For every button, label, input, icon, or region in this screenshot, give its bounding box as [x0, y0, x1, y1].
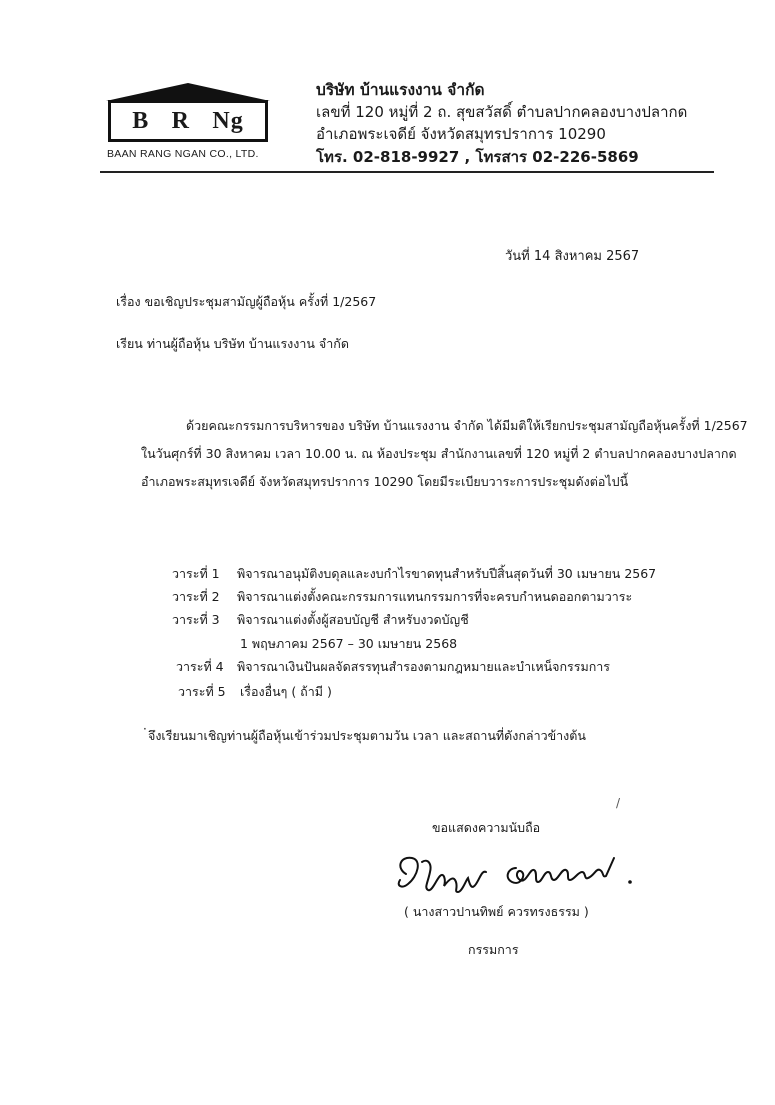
logo-letter-ng: Ng: [212, 107, 244, 134]
agenda-label-4: วาระที่ 4: [176, 659, 224, 674]
logo-letter-b: B: [132, 107, 150, 134]
agenda-label-1: วาระที่ 1: [172, 566, 220, 581]
letter-recipient: เรียน ท่านผู้ถือหุ้น บริษัท บ้านแรงงาน จำกัด: [116, 336, 349, 351]
closing-statement: จึงเรียนมาเชิญท่านผู้ถือหุ้นเข้าร่วมประชุมตามวัน เวลา และสถานที่ดังกล่าวข้างต้น: [148, 728, 586, 743]
agenda-label-2: วาระที่ 2: [172, 589, 220, 604]
agenda-label-5: วาระที่ 5: [178, 684, 226, 699]
company-name: บริษัท บ้านแรงงาน จำกัด: [316, 81, 485, 99]
agenda-text-3: พิจารณาแต่งตั้งผู้สอบบัญชี สำหรับงวดบัญชี: [237, 612, 469, 627]
logo-letter-r: R: [171, 107, 190, 134]
logo-english-name: BAAN RANG NGAN CO., LTD.: [107, 148, 259, 160]
body-line-3: อำเภอพระสมุทรเจดีย์ จังหวัดสมุทรปราการ 10290 โดยมีระเบียบวาระการประชุมดังต่อไปนี้: [141, 474, 629, 489]
signer-name: ( นางสาวปานทิพย์ ควรทรงธรรม ): [404, 904, 589, 919]
signer-position: กรรมการ: [468, 942, 519, 957]
company-logo: [108, 100, 268, 142]
closing-mark: ·: [143, 722, 147, 736]
letter-subject: เรื่อง ขอเชิญประชุมสามัญผู้ถือหุ้น ครั้งที่ 1/2567: [116, 294, 377, 309]
letterhead-divider: [100, 171, 714, 173]
body-line-2: ในวันศุกร์ที่ 30 สิงหาคม เวลา 10.00 น. ณ ห้องประชุม สำนักงานเลขที่ 120 หมู่ที่ 2 ตำบลปากคลองบางปลากด: [141, 446, 737, 461]
address-line-1: เลขที่ 120 หมู่ที่ 2 ถ. สุขสวัสดิ์ ตำบลปากคลองบางปลากด: [316, 103, 688, 121]
regards: ขอแสดงความนับถือ: [432, 820, 541, 835]
agenda-text-3-continuation: 1 พฤษภาคม 2567 – 30 เมษายน 2568: [240, 636, 458, 651]
body-line-1: ด้วยคณะกรรมการบริหารของ บริษัท บ้านแรงงาน จำกัด ได้มีมติให้เรียกประชุมสามัญถือหุ้นครั้งที่ 1/2567: [186, 418, 748, 433]
agenda-label-3: วาระที่ 3: [172, 612, 220, 627]
stray-mark: /: [616, 796, 621, 810]
agenda-text-4: พิจารณาเงินปันผลจัดสรรทุนสำรองตามกฎหมายและบำเหน็จกรรมการ: [237, 659, 611, 674]
address-line-2: อำเภอพระเจดีย์ จังหวัดสมุทรปราการ 10290: [316, 125, 606, 143]
letter-date: วันที่ 14 สิงหาคม 2567: [505, 249, 640, 264]
agenda-text-2: พิจารณาแต่งตั้งคณะกรรมการแทนกรรมการที่จะครบกำหนดออกตามวาระ: [237, 589, 633, 604]
agenda-text-5: เรื่องอื่นๆ ( ถ้ามี ): [240, 684, 332, 699]
logo-roof-shape: [104, 82, 272, 102]
handwritten-signature: [392, 842, 652, 904]
contact-line: โทร. 02-818-9927 , โทรสาร 02-226-5869: [316, 148, 639, 166]
agenda-text-1: พิจารณาอนุมัติงบดุลและงบกำไรขาดทุนสำหรับปีสิ้นสุดวันที่ 30 เมษายน 2567: [237, 566, 657, 581]
